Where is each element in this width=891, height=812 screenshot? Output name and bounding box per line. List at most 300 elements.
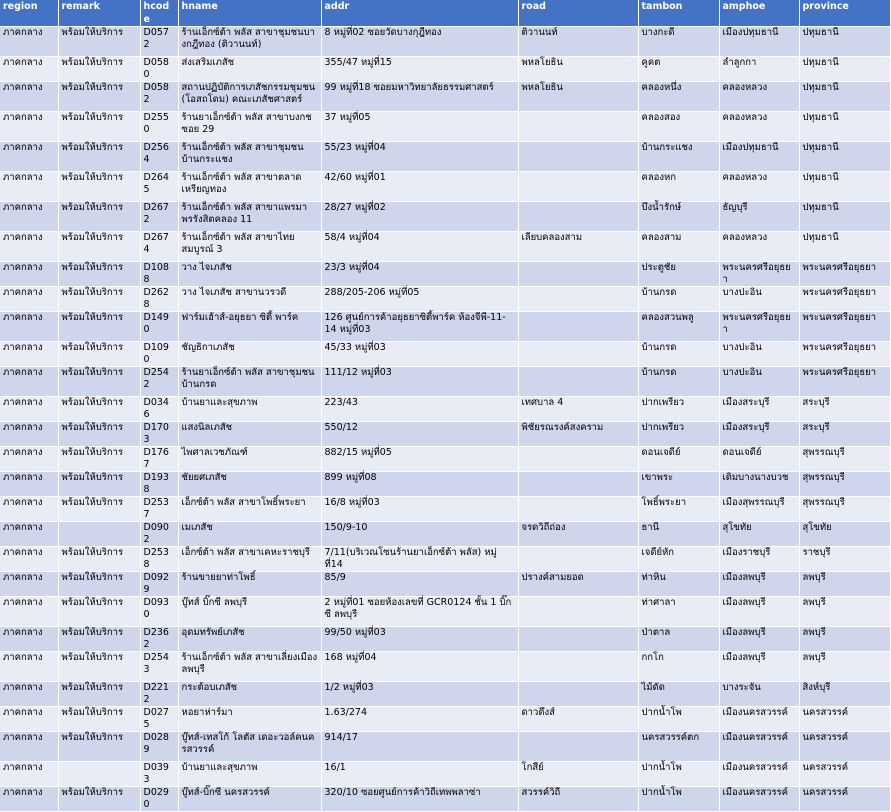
cell-amphoe[interactable]: สุโขทัย <box>719 522 799 547</box>
cell-hcode[interactable]: D2674 <box>140 232 178 262</box>
cell-road[interactable] <box>518 627 638 652</box>
cell-addr[interactable]: 1.63/274 <box>321 707 518 732</box>
cell-road[interactable] <box>518 597 638 627</box>
cell-tambon[interactable]: บ้านกรด <box>638 342 719 367</box>
cell-addr[interactable]: 1/2 หมู่ที่03 <box>321 682 518 707</box>
cell-hcode[interactable]: D0275 <box>140 707 178 732</box>
cell-region[interactable]: ภาคกลาง <box>0 82 58 112</box>
cell-amphoe[interactable]: คลองหลวง <box>719 112 799 142</box>
cell-region[interactable]: ภาคกลาง <box>0 232 58 262</box>
cell-addr[interactable]: 355/47 หมู่ที่15 <box>321 57 518 82</box>
cell-hcode[interactable]: D0580 <box>140 57 178 82</box>
cell-addr[interactable]: 85/9 <box>321 572 518 597</box>
cell-road[interactable]: ติวานนท์ <box>518 27 638 57</box>
cell-hcode[interactable]: D0289 <box>140 732 178 762</box>
cell-road[interactable] <box>518 287 638 312</box>
cell-addr[interactable]: 55/23 หมู่ที่04 <box>321 142 518 172</box>
cell-addr[interactable]: 111/12 หมู่ที่03 <box>321 367 518 397</box>
cell-remark[interactable]: พร้อมให้บริการ <box>58 547 140 572</box>
cell-amphoe[interactable]: เมืองนครสวรรค์ <box>719 707 799 732</box>
cell-hcode[interactable]: D2538 <box>140 547 178 572</box>
cell-region[interactable]: ภาคกลาง <box>0 627 58 652</box>
table-row <box>0 367 890 397</box>
cell-province[interactable]: สุโขทัย <box>799 522 890 547</box>
cell-hname[interactable]: บ้านยาและสุขภาพ <box>178 397 321 422</box>
cell-province[interactable]: ปทุมธานี <box>799 57 890 82</box>
table-body <box>0 27 890 812</box>
cell-tambon[interactable]: นครสวรรค์ตก <box>638 732 719 762</box>
cell-remark[interactable] <box>58 522 140 547</box>
column-header-tambon[interactable]: tambon <box>638 0 719 27</box>
cell-addr[interactable]: 899 หมู่ที่08 <box>321 472 518 497</box>
cell-hname[interactable]: ร้านเอ็กซ์ต้า พลัส สาขาเลี่ยงเมืองลพบุรี <box>178 652 321 682</box>
cell-region[interactable]: ภาคกลาง <box>0 472 58 497</box>
cell-remark[interactable]: พร้อมให้บริการ <box>58 787 140 812</box>
cell-tambon[interactable]: คลองหนึ่ง <box>638 82 719 112</box>
cell-hname[interactable]: ร้านเอ็กซ์ต้า พลัส สาขาไทยสมบูรณ์ 3 <box>178 232 321 262</box>
cell-road[interactable]: ดาวดึงส์ <box>518 707 638 732</box>
cell-hname[interactable]: อุดมทรัพย์เภสัช <box>178 627 321 652</box>
table-row <box>0 627 890 652</box>
cell-province[interactable]: ลพบุรี <box>799 652 890 682</box>
cell-hname[interactable]: บ้านยาและสุขภาพ <box>178 762 321 787</box>
cell-hcode[interactable]: D1490 <box>140 312 178 342</box>
cell-remark[interactable]: พร้อมให้บริการ <box>58 202 140 232</box>
cell-region[interactable]: ภาคกลาง <box>0 262 58 287</box>
cell-hname[interactable]: แสงนิลเภสัช <box>178 422 321 447</box>
cell-road[interactable] <box>518 142 638 172</box>
cell-addr[interactable]: 16/8 หมู่ที่03 <box>321 497 518 522</box>
column-header-remark[interactable]: remark <box>58 0 140 27</box>
table-row <box>0 27 890 57</box>
cell-road[interactable]: จรดวิถีถ่อง <box>518 522 638 547</box>
cell-tambon[interactable]: คลองสวนพลู <box>638 312 719 342</box>
cell-province[interactable]: ปทุมธานี <box>799 82 890 112</box>
cell-hcode[interactable]: D1088 <box>140 262 178 287</box>
cell-remark[interactable]: พร้อมให้บริการ <box>58 597 140 627</box>
cell-addr[interactable]: 8 หมู่ที่02 ซอยวัดบางกุฎีทอง <box>321 27 518 57</box>
table-row <box>0 312 890 342</box>
column-header-road[interactable]: road <box>518 0 638 27</box>
cell-road[interactable] <box>518 472 638 497</box>
cell-addr[interactable]: 550/12 <box>321 422 518 447</box>
cell-addr[interactable]: 45/33 หมู่ที่03 <box>321 342 518 367</box>
cell-addr[interactable]: 37 หมู่ที่05 <box>321 112 518 142</box>
cell-tambon[interactable]: กกโก <box>638 652 719 682</box>
cell-remark[interactable]: พร้อมให้บริการ <box>58 287 140 312</box>
cell-hname[interactable]: ชัยยศเภสัช <box>178 472 321 497</box>
cell-hname[interactable]: ส่งเสริมเภสัช <box>178 57 321 82</box>
cell-amphoe[interactable]: คลองหลวง <box>719 232 799 262</box>
cell-addr[interactable]: 99/50 หมู่ที่03 <box>321 627 518 652</box>
cell-province[interactable]: พระนครศรีอยุธยา <box>799 287 890 312</box>
cell-tambon[interactable]: เจดีย์หัก <box>638 547 719 572</box>
cell-hcode[interactable]: D0346 <box>140 397 178 422</box>
cell-region[interactable]: ภาคกลาง <box>0 142 58 172</box>
table-row <box>0 547 890 572</box>
column-header-addr[interactable]: addr <box>321 0 518 27</box>
cell-amphoe[interactable]: คลองหลวง <box>719 82 799 112</box>
cell-hcode[interactable]: D2672 <box>140 202 178 232</box>
cell-tambon[interactable]: บ้านกรด <box>638 287 719 312</box>
table-row <box>0 762 890 787</box>
cell-remark[interactable]: พร้อมให้บริการ <box>58 27 140 57</box>
cell-hname[interactable]: ร้านเอ็กซ์ต้า พลัส สาขาชุมชนบ้านกระแชง <box>178 142 321 172</box>
table-row <box>0 342 890 367</box>
cell-addr[interactable]: 16/1 <box>321 762 518 787</box>
cell-amphoe[interactable]: เมืองลพบุรี <box>719 572 799 597</box>
cell-amphoe[interactable]: เมืองนครสวรรค์ <box>719 787 799 812</box>
cell-hcode[interactable]: D0290 <box>140 787 178 812</box>
cell-amphoe[interactable]: ดอนเจดีย์ <box>719 447 799 472</box>
cell-addr[interactable]: 42/60 หมู่ที่01 <box>321 172 518 202</box>
cell-hname[interactable]: บู๊ทส์ บิ๊กซี ลพบุรี <box>178 597 321 627</box>
cell-addr[interactable]: 150/9-10 <box>321 522 518 547</box>
cell-amphoe[interactable]: บางระจัน <box>719 682 799 707</box>
cell-addr[interactable]: 168 หมู่ที่04 <box>321 652 518 682</box>
cell-addr[interactable]: 23/3 หมู่ที่04 <box>321 262 518 287</box>
cell-hcode[interactable]: D1090 <box>140 342 178 367</box>
cell-tambon[interactable]: ปากเพรียว <box>638 422 719 447</box>
cell-remark[interactable]: พร้อมให้บริการ <box>58 397 140 422</box>
cell-region[interactable]: ภาคกลาง <box>0 707 58 732</box>
cell-region[interactable]: ภาคกลาง <box>0 732 58 762</box>
cell-road[interactable]: พหลโยธิน <box>518 82 638 112</box>
cell-hname[interactable]: ร้านยาเอ็กซ์ต้า พลัส สาขาชุมชนบ้านกรด <box>178 367 321 397</box>
cell-province[interactable]: ราชบุรี <box>799 547 890 572</box>
cell-province[interactable]: นครสวรรค์ <box>799 762 890 787</box>
cell-hcode[interactable]: D2543 <box>140 652 178 682</box>
cell-addr[interactable]: 7/11(บริเวณโซนร้านยาเอ็กซ์ต้า พลัส) หมู่ที่14 <box>321 547 518 572</box>
cell-amphoe[interactable]: เมืองนครสวรรค์ <box>719 762 799 787</box>
cell-region[interactable]: ภาคกลาง <box>0 547 58 572</box>
cell-amphoe[interactable]: เดิมบางนางบวช <box>719 472 799 497</box>
cell-hcode[interactable]: D1938 <box>140 472 178 497</box>
cell-addr[interactable]: 882/15 หมู่ที่05 <box>321 447 518 472</box>
cell-region[interactable]: ภาคกลาง <box>0 397 58 422</box>
cell-hname[interactable]: สถานปฏิบัติการเภสัชกรรมชุมชน (โอสถโดม) คณะเภสัชศาสตร์ <box>178 82 321 112</box>
cell-province[interactable]: สิงห์บุรี <box>799 682 890 707</box>
cell-addr[interactable]: 320/10 ซอยศูนย์การค้าวิถีเทพพลาซ่า <box>321 787 518 812</box>
cell-region[interactable]: ภาคกลาง <box>0 312 58 342</box>
cell-province[interactable]: พระนครศรีอยุธยา <box>799 342 890 367</box>
cell-hcode[interactable]: D0582 <box>140 82 178 112</box>
table-row <box>0 707 890 732</box>
cell-tambon[interactable]: คูคต <box>638 57 719 82</box>
cell-hcode[interactable]: D0393 <box>140 762 178 787</box>
cell-tambon[interactable]: บ้านกระแชง <box>638 142 719 172</box>
table-row <box>0 57 890 82</box>
cell-remark[interactable]: พร้อมให้บริการ <box>58 652 140 682</box>
cell-hcode[interactable]: D0930 <box>140 597 178 627</box>
cell-remark[interactable]: พร้อมให้บริการ <box>58 472 140 497</box>
cell-road[interactable]: โกสีย์ <box>518 762 638 787</box>
cell-province[interactable]: ลพบุรี <box>799 597 890 627</box>
cell-tambon[interactable]: ปากน้ำโพ <box>638 707 719 732</box>
table-row <box>0 82 890 112</box>
table-row <box>0 447 890 472</box>
cell-tambon[interactable]: ประตูชัย <box>638 262 719 287</box>
cell-province[interactable]: สระบุรี <box>799 397 890 422</box>
cell-province[interactable]: ปทุมธานี <box>799 172 890 202</box>
cell-road[interactable] <box>518 112 638 142</box>
cell-hname[interactable]: ชัญธิกาเภสัช <box>178 342 321 367</box>
table-row <box>0 397 890 422</box>
table-row <box>0 597 890 627</box>
cell-region[interactable]: ภาคกลาง <box>0 522 58 547</box>
cell-hname[interactable]: ร้านเอ็กซ์ต้า พลัส สาขาชุมชนบางกฎีทอง (ติวานนท์) <box>178 27 321 57</box>
cell-tambon[interactable]: ป่าตาล <box>638 627 719 652</box>
table-row <box>0 732 890 762</box>
cell-region[interactable]: ภาคกลาง <box>0 112 58 142</box>
cell-remark[interactable]: พร้อมให้บริการ <box>58 732 140 762</box>
cell-remark[interactable]: พร้อมให้บริการ <box>58 342 140 367</box>
cell-hcode[interactable]: D2542 <box>140 367 178 397</box>
cell-province[interactable]: สระบุรี <box>799 422 890 447</box>
cell-remark[interactable]: พร้อมให้บริการ <box>58 447 140 472</box>
cell-region[interactable]: ภาคกลาง <box>0 367 58 397</box>
cell-remark[interactable]: พร้อมให้บริการ <box>58 142 140 172</box>
cell-addr[interactable]: 223/43 <box>321 397 518 422</box>
cell-road[interactable]: เลียบคลองสาม <box>518 232 638 262</box>
cell-province[interactable]: นครสวรรค์ <box>799 732 890 762</box>
cell-remark[interactable]: พร้อมให้บริการ <box>58 112 140 142</box>
cell-hname[interactable]: บู๊ทส์-บิ๊กซี นครสวรรค์ <box>178 787 321 812</box>
cell-amphoe[interactable]: เมืองลพบุรี <box>719 652 799 682</box>
table-row <box>0 787 890 812</box>
cell-province[interactable]: ลพบุรี <box>799 572 890 597</box>
cell-province[interactable]: ปทุมธานี <box>799 27 890 57</box>
cell-remark[interactable]: พร้อมให้บริการ <box>58 232 140 262</box>
cell-remark[interactable]: พร้อมให้บริการ <box>58 572 140 597</box>
cell-addr[interactable]: 58/4 หมู่ที่04 <box>321 232 518 262</box>
table-row <box>0 497 890 522</box>
cell-remark[interactable]: พร้อมให้บริการ <box>58 57 140 82</box>
cell-hcode[interactable]: D1767 <box>140 447 178 472</box>
cell-hname[interactable]: ร้านเอ็กซ์ต้า พลัส สาขาตลาดเหรียญทอง <box>178 172 321 202</box>
cell-region[interactable]: ภาคกลาง <box>0 342 58 367</box>
cell-region[interactable]: ภาคกลาง <box>0 787 58 812</box>
table-row <box>0 112 890 142</box>
cell-amphoe[interactable]: พระนครศรีอยุธยา <box>719 312 799 342</box>
cell-tambon[interactable]: คลองหก <box>638 172 719 202</box>
cell-road[interactable]: พิชัยรณรงค์สงคราม <box>518 422 638 447</box>
cell-tambon[interactable]: บางกะดี <box>638 27 719 57</box>
cell-hname[interactable]: เมเภสัช <box>178 522 321 547</box>
cell-hname[interactable]: หอยาห่าร์มา <box>178 707 321 732</box>
cell-amphoe[interactable]: เมืองลพบุรี <box>719 597 799 627</box>
cell-remark[interactable]: พร้อมให้บริการ <box>58 707 140 732</box>
cell-region[interactable]: ภาคกลาง <box>0 572 58 597</box>
cell-tambon[interactable]: ท่าศาลา <box>638 597 719 627</box>
cell-tambon[interactable]: ไม้ดัด <box>638 682 719 707</box>
cell-remark[interactable] <box>58 762 140 787</box>
cell-region[interactable]: ภาคกลาง <box>0 447 58 472</box>
cell-amphoe[interactable]: เมืองนครสวรรค์ <box>719 732 799 762</box>
cell-amphoe[interactable]: เมืองสระบุรี <box>719 397 799 422</box>
cell-remark[interactable]: พร้อมให้บริการ <box>58 682 140 707</box>
cell-hcode[interactable]: D0929 <box>140 572 178 597</box>
cell-amphoe[interactable]: เมืองปทุมธานี <box>719 27 799 57</box>
cell-region[interactable]: ภาคกลาง <box>0 202 58 232</box>
cell-province[interactable]: นครสวรรค์ <box>799 707 890 732</box>
cell-region[interactable]: ภาคกลาง <box>0 422 58 447</box>
cell-province[interactable]: ปทุมธานี <box>799 202 890 232</box>
cell-province[interactable]: พระนครศรีอยุธยา <box>799 262 890 287</box>
table-row <box>0 572 890 597</box>
cell-hname[interactable]: ร้านขายยาท่าโพธิ์ <box>178 572 321 597</box>
cell-tambon[interactable]: ปากน้ำโพ <box>638 762 719 787</box>
cell-province[interactable]: นครสวรรค์ <box>799 787 890 812</box>
cell-region[interactable]: ภาคกลาง <box>0 287 58 312</box>
cell-province[interactable]: สุพรรณบุรี <box>799 447 890 472</box>
cell-province[interactable]: สุพรรณบุรี <box>799 497 890 522</box>
cell-amphoe[interactable]: พระนครศรีอยุธยา <box>719 262 799 287</box>
cell-hname[interactable]: ไพศาลเวชภัณฑ์ <box>178 447 321 472</box>
cell-remark[interactable]: พร้อมให้บริการ <box>58 312 140 342</box>
cell-province[interactable]: ปทุมธานี <box>799 142 890 172</box>
cell-remark[interactable]: พร้อมให้บริการ <box>58 422 140 447</box>
cell-hcode[interactable]: D2645 <box>140 172 178 202</box>
cell-hname[interactable]: วาง ไจเภสัช <box>178 262 321 287</box>
cell-hname[interactable]: กระต้อบเภสัช <box>178 682 321 707</box>
cell-road[interactable]: พหลโยธิน <box>518 57 638 82</box>
cell-addr[interactable]: 288/205-206 หมู่ที่05 <box>321 287 518 312</box>
cell-tambon[interactable]: คลองสาม <box>638 232 719 262</box>
cell-province[interactable]: สุพรรณบุรี <box>799 472 890 497</box>
cell-hcode[interactable]: D0572 <box>140 27 178 57</box>
cell-region[interactable]: ภาคกลาง <box>0 682 58 707</box>
cell-tambon[interactable]: ท่าหิน <box>638 572 719 597</box>
cell-hname[interactable]: ฟาร์มเฮ้าส์-อยุธยา ซิตี้ พาร์ค <box>178 312 321 342</box>
column-header-region[interactable]: region <box>0 0 58 27</box>
cell-hcode[interactable]: D2537 <box>140 497 178 522</box>
cell-hcode[interactable]: D2628 <box>140 287 178 312</box>
cell-province[interactable]: ปทุมธานี <box>799 232 890 262</box>
cell-province[interactable]: ปทุมธานี <box>799 112 890 142</box>
cell-road[interactable] <box>518 497 638 522</box>
cell-road[interactable] <box>518 652 638 682</box>
cell-road[interactable] <box>518 312 638 342</box>
cell-region[interactable]: ภาคกลาง <box>0 652 58 682</box>
cell-tambon[interactable]: ดอนเจดีย์ <box>638 447 719 472</box>
table-row <box>0 287 890 312</box>
cell-amphoe[interactable]: ธัญบุรี <box>719 202 799 232</box>
cell-amphoe[interactable]: เมืองปทุมธานี <box>719 142 799 172</box>
cell-amphoe[interactable]: บางปะอิน <box>719 287 799 312</box>
cell-hcode[interactable]: D1703 <box>140 422 178 447</box>
cell-amphoe[interactable]: บางปะอิน <box>719 367 799 397</box>
cell-hname[interactable]: วาง ไจเภสัช สาขานวรวดี <box>178 287 321 312</box>
cell-remark[interactable]: พร้อมให้บริการ <box>58 627 140 652</box>
cell-hname[interactable]: บู๊ทส์-เทสโก้ โลตัส เดอะวอล์คนครสวรรค์ <box>178 732 321 762</box>
cell-amphoe[interactable]: ลำลูกกา <box>719 57 799 82</box>
cell-amphoe[interactable]: เมืองลพบุรี <box>719 627 799 652</box>
cell-tambon[interactable]: คลองสอง <box>638 112 719 142</box>
table-row <box>0 652 890 682</box>
column-header-province[interactable]: province <box>799 0 890 27</box>
cell-region[interactable]: ภาคกลาง <box>0 27 58 57</box>
cell-region[interactable]: ภาคกลาง <box>0 497 58 522</box>
cell-addr[interactable]: 914/17 <box>321 732 518 762</box>
cell-remark[interactable]: พร้อมให้บริการ <box>58 172 140 202</box>
table-row <box>0 472 890 497</box>
cell-hcode[interactable]: D2362 <box>140 627 178 652</box>
cell-amphoe[interactable]: คลองหลวง <box>719 172 799 202</box>
cell-road[interactable] <box>518 342 638 367</box>
cell-region[interactable]: ภาคกลาง <box>0 762 58 787</box>
cell-remark[interactable]: พร้อมให้บริการ <box>58 497 140 522</box>
column-header-amphoe[interactable]: amphoe <box>719 0 799 27</box>
cell-amphoe[interactable]: เมืองสุพรรณบุรี <box>719 497 799 522</box>
cell-addr[interactable]: 28/27 หมู่ที่02 <box>321 202 518 232</box>
cell-tambon[interactable]: เขาพระ <box>638 472 719 497</box>
cell-hcode[interactable]: D0902 <box>140 522 178 547</box>
cell-hname[interactable]: ร้านยาเอ็กซ์ต้า พลัส สาขาบงกช ซอย 29 <box>178 112 321 142</box>
cell-remark[interactable]: พร้อมให้บริการ <box>58 262 140 287</box>
cell-province[interactable]: พระนครศรีอยุธยา <box>799 367 890 397</box>
cell-hname[interactable]: เอ็กซ์ต้า พลัส สาขาเคหะราชบุรี <box>178 547 321 572</box>
cell-amphoe[interactable]: เมืองสระบุรี <box>719 422 799 447</box>
cell-amphoe[interactable]: บางปะอิน <box>719 342 799 367</box>
cell-region[interactable]: ภาคกลาง <box>0 57 58 82</box>
column-header-hname[interactable]: hname <box>178 0 321 27</box>
table-row <box>0 262 890 287</box>
cell-tambon[interactable]: บึงน้ำรักษ์ <box>638 202 719 232</box>
cell-road[interactable]: สวรรค์วิถี <box>518 787 638 812</box>
cell-remark[interactable]: พร้อมให้บริการ <box>58 367 140 397</box>
table-row <box>0 422 890 447</box>
cell-road[interactable] <box>518 172 638 202</box>
cell-road[interactable] <box>518 202 638 232</box>
cell-road[interactable] <box>518 262 638 287</box>
cell-road[interactable] <box>518 682 638 707</box>
table-row <box>0 232 890 262</box>
cell-road[interactable] <box>518 547 638 572</box>
cell-hcode[interactable]: D2212 <box>140 682 178 707</box>
cell-road[interactable] <box>518 367 638 397</box>
cell-remark[interactable]: พร้อมให้บริการ <box>58 82 140 112</box>
cell-province[interactable]: พระนครศรีอยุธยา <box>799 312 890 342</box>
cell-addr[interactable]: 99 หมู่ที่18 ซอยมหาวิทยาลัยธรรมศาสตร์ <box>321 82 518 112</box>
header-row <box>0 0 890 27</box>
cell-region[interactable]: ภาคกลาง <box>0 172 58 202</box>
cell-addr[interactable]: 126 ศูนย์การค้าอยุธยาซิตี้พาร์ค ห้องจีพี-11-14 หมู่ที่03 <box>321 312 518 342</box>
cell-hname[interactable]: เอ็กซ์ต้า พลัส สาขาโพธิ์พระยา <box>178 497 321 522</box>
table-row <box>0 522 890 547</box>
cell-road[interactable]: ปรางค์สามยอด <box>518 572 638 597</box>
cell-road[interactable]: เทศบาล 4 <box>518 397 638 422</box>
cell-tambon[interactable]: ปากเพรียว <box>638 397 719 422</box>
cell-tambon[interactable]: ธานี <box>638 522 719 547</box>
cell-hcode[interactable]: D2564 <box>140 142 178 172</box>
table-row <box>0 172 890 202</box>
cell-tambon[interactable]: โพธิ์พระยา <box>638 497 719 522</box>
cell-region[interactable]: ภาคกลาง <box>0 597 58 627</box>
table-row <box>0 202 890 232</box>
cell-amphoe[interactable]: เมืองราชบุรี <box>719 547 799 572</box>
cell-province[interactable]: ลพบุรี <box>799 627 890 652</box>
cell-hname[interactable]: ร้านเอ็กซ์ต้า พลัส สาขาแพรมาพรรังสิตคลอง 11 <box>178 202 321 232</box>
cell-road[interactable] <box>518 447 638 472</box>
cell-hcode[interactable]: D2550 <box>140 112 178 142</box>
cell-tambon[interactable]: ปากน้ำโพ <box>638 787 719 812</box>
column-header-hcode[interactable]: hcode <box>140 0 178 27</box>
cell-addr[interactable]: 2 หมู่ที่01 ซอยห้องเลขที่ GCR0124 ชั้น 1 บิ๊กซี ลพบุรี <box>321 597 518 627</box>
cell-tambon[interactable]: บ้านกรด <box>638 367 719 397</box>
table-row <box>0 682 890 707</box>
cell-road[interactable] <box>518 732 638 762</box>
